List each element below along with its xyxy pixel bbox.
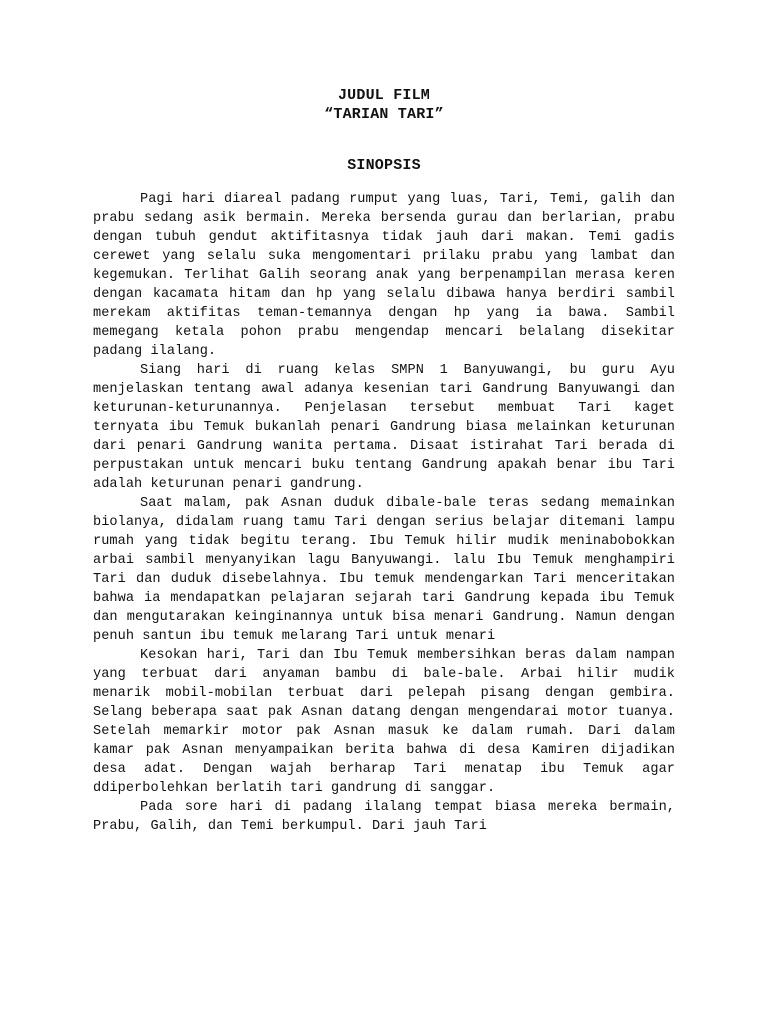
paragraph: Pada sore hari di padang ilalang tempat biasa mereka bermain, Prabu, Galih, dan Temi berkumpul. Dari jauh Tari bbox=[93, 800, 675, 834]
film-title: “TARIAN TARI” bbox=[324, 106, 444, 123]
paragraph: Kesokan hari, Tari dan Ibu Temuk membersihkan beras dalam nampan yang terbuat dari anyaman bambu di bale-bale. Arbai hilir mudik menarik mobil-mobilan terbuat dari pelepah pisang dengan gembira. Selang beberapa saat pak Asnan datang dengan mengendarai motor tuanya. Setelah memarkir motor pak Asnan masuk ke dalam rumah. Dari dalam kamar pak Asnan menyampaikan berita bahwa di desa Kamiren dijadikan desa adat. Dengan wajah berharap Tari menatap ibu Temuk agar ddiperbolehkan berlatih tari gandrung di sanggar. bbox=[93, 648, 675, 796]
paragraph: Pagi hari diareal padang rumput yang luas, Tari, Temi, galih dan prabu sedang asik bermain. Mereka bersenda gurau dan berlarian, prabu dengan tubuh gendut aktifitasnya tidak jauh dari makan. Temi gadis cerewet yang selalu suka mengomentari prilaku prabu yang lambat dan kegemukan. Terlihat Galih seorang anak yang berpenampilan merasa keren dengan kacamata hitam dan hp yang selalu dibawa hanya berdiri sambil merekam aktifitas teman-temannya dengan hp yang ia bawa. Sambil memegang ketala pohon prabu mengendap mencari belalang disekitar padang ilalang. bbox=[93, 192, 675, 359]
section-heading-synopsis: SINOPSIS bbox=[347, 157, 421, 174]
document-page bbox=[93, 86, 675, 836]
paragraph: Siang hari di ruang kelas SMPN 1 Banyuwangi, bu guru Ayu menjelaskan tentang awal adanya kesenian tari Gandrung Banyuwangi dan keturunan-keturunannya. Penjelasan tersebut membuat Tari kaget ternyata ibu Temuk bukanlah penari Gandrung biasa melainkan keturunan dari penari Gandrung wanita pertama. Disaat istirahat Tari berada di perpustakan untuk mencari buku tentang Gandrung apakah benar ibu Tari adalah keturunan penari gandrung. bbox=[93, 363, 675, 492]
paragraph: Saat malam, pak Asnan duduk dibale-bale teras sedang memainkan biolanya, didalam ruang tamu Tari dengan serius belajar ditemani lampu rumah yang tidak begitu terang. Ibu Temuk hilir mudik meninabobokkan arbai sambil menyanyikan lagu Banyuwangi. lalu Ibu Temuk menghampiri Tari dan duduk disebelahnya. Ibu temuk mendengarkan Tari menceritakan bahwa ia mendapatkan pelajaran sejarah tari Gandrung kepada ibu Temuk dan mengutarakan keinginannya untuk bisa menari Gandrung. Namun dengan penuh santun ibu temuk melarang Tari untuk menari bbox=[93, 496, 675, 644]
film-title-label: JUDUL FILM bbox=[337, 87, 430, 104]
synopsis-body bbox=[93, 190, 675, 836]
